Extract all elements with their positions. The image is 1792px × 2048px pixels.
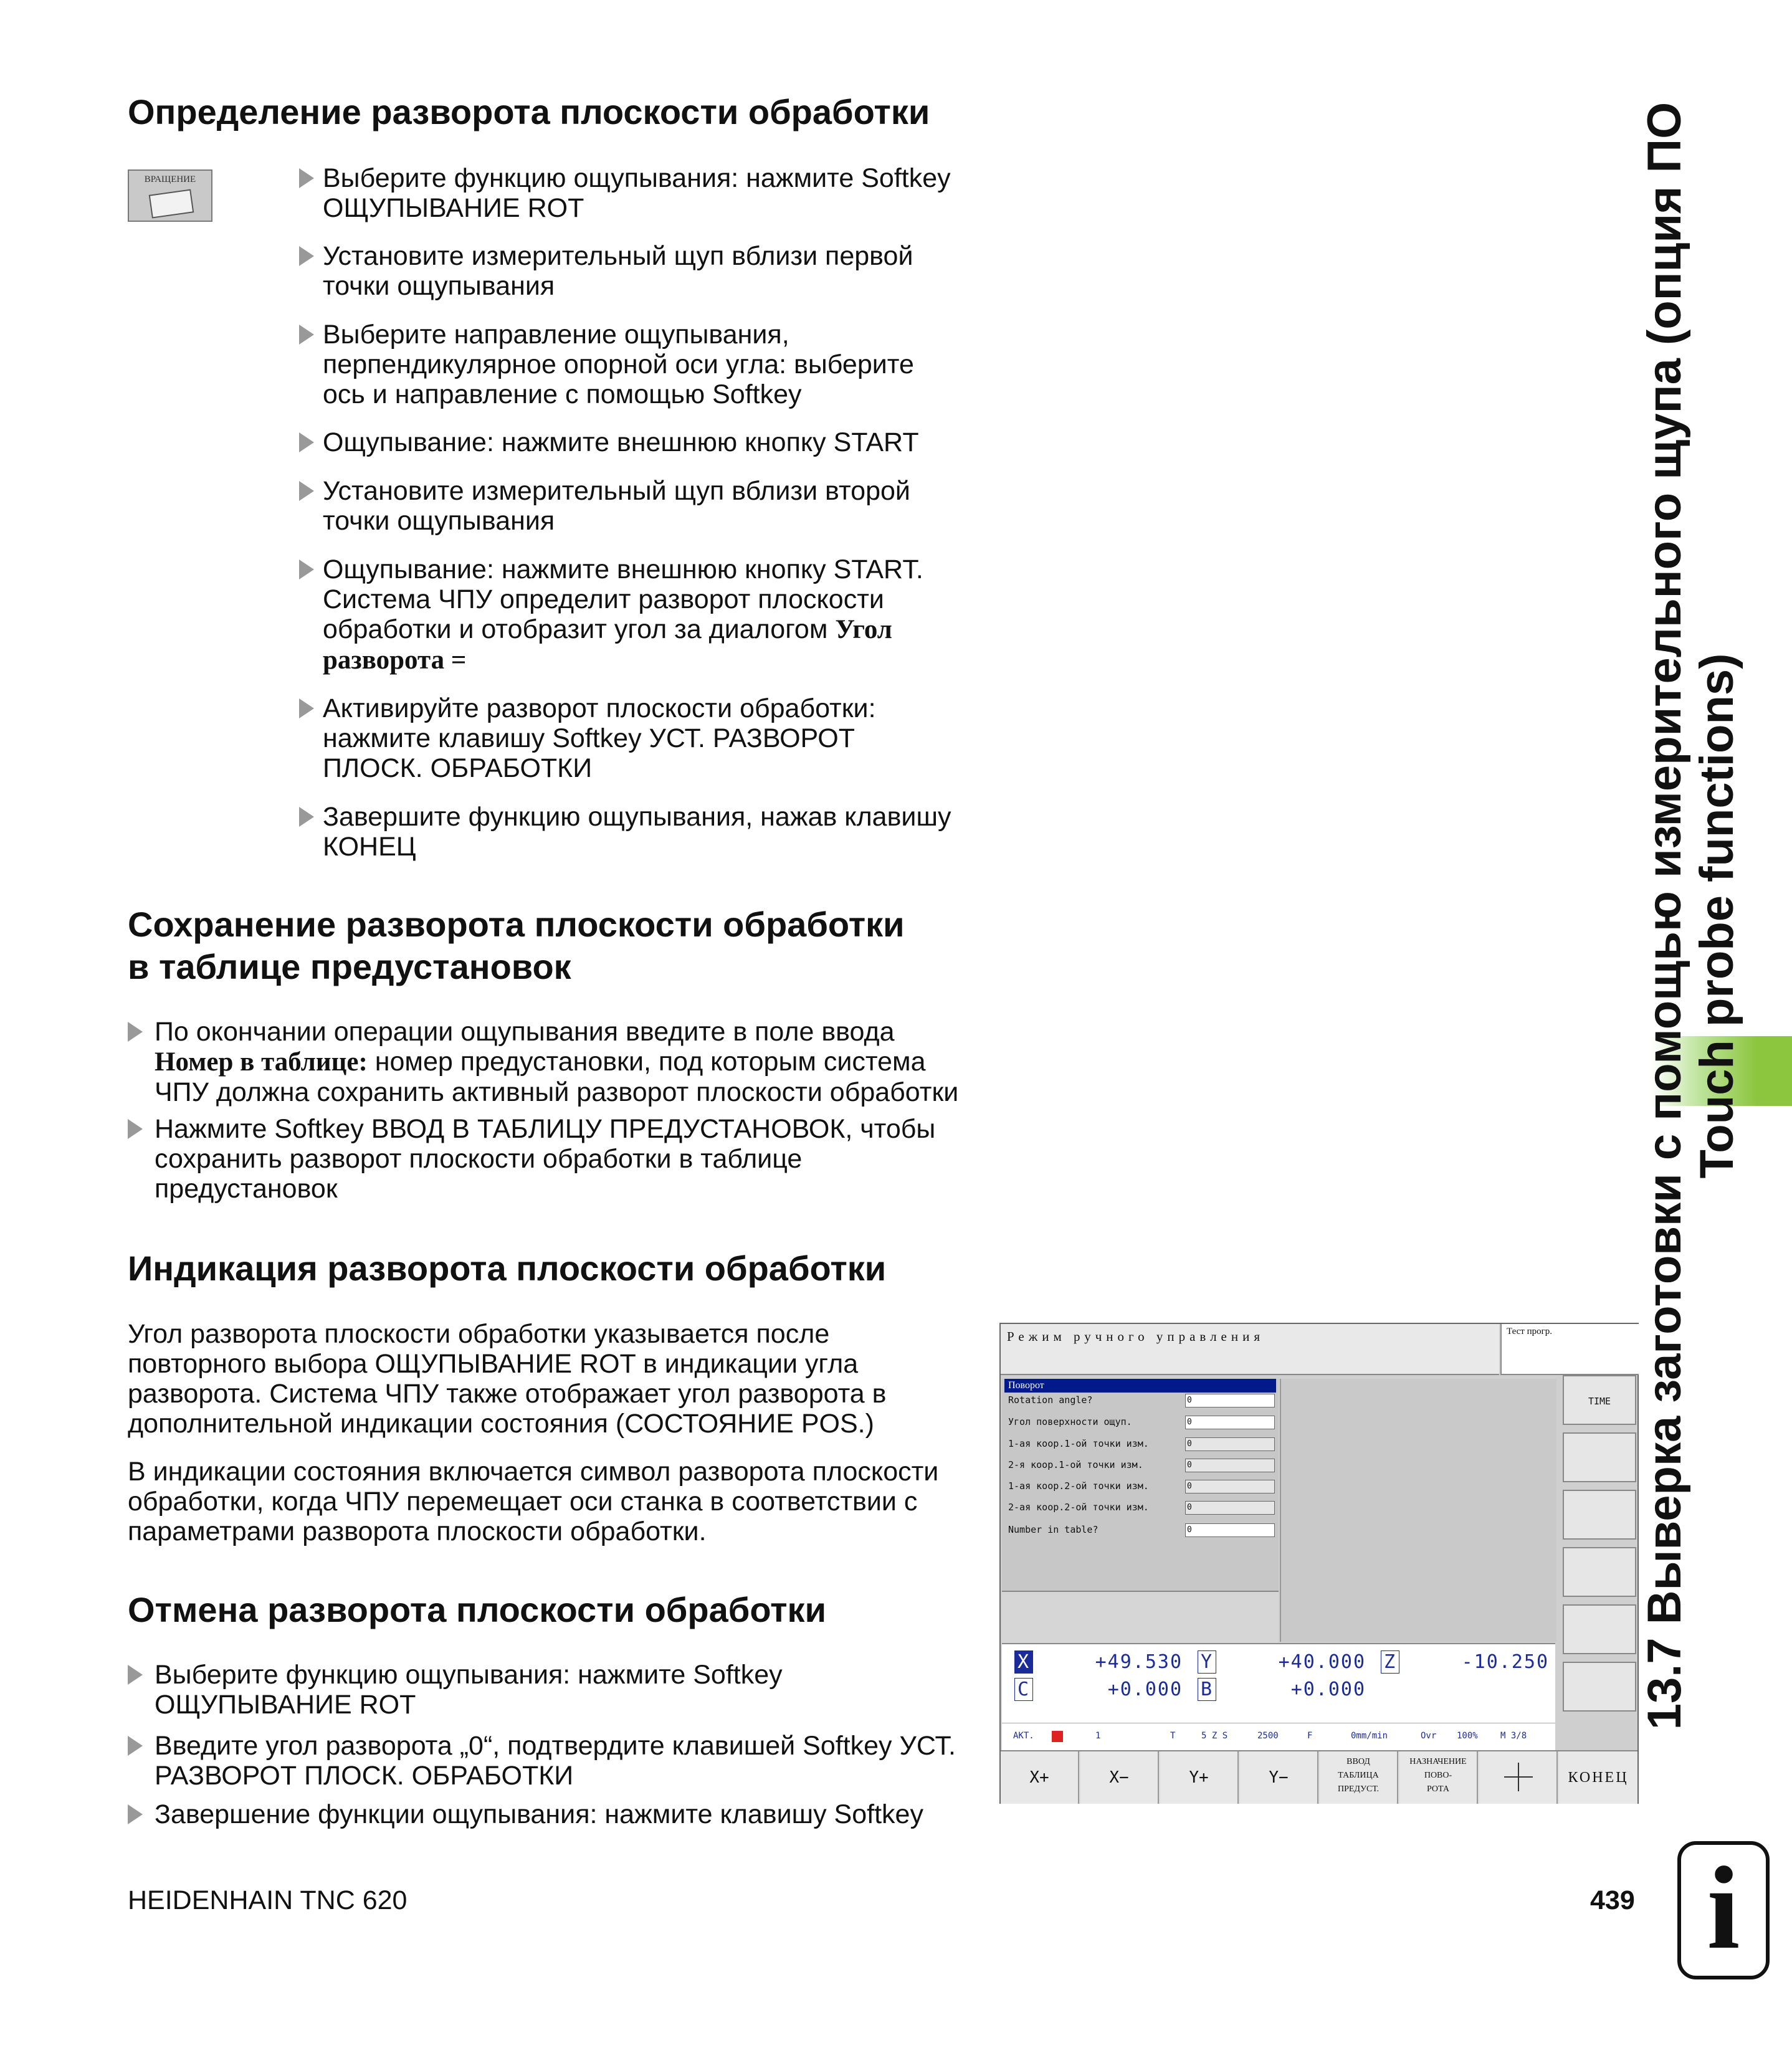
surface-angle-field[interactable]: 0 xyxy=(1185,1416,1275,1429)
tnc-screenshot xyxy=(999,1323,1639,1804)
step-6 xyxy=(299,555,972,675)
step-text: Ощупывание: нажмите внешнюю кнопку START. xyxy=(323,555,923,584)
step-text: перпендикулярное опорной оси угла: выберите xyxy=(323,350,914,379)
heading-save-rotation xyxy=(128,903,905,988)
mode-display: Режим ручного управления xyxy=(1001,1324,1499,1375)
indication-paragraph-2 xyxy=(128,1457,938,1546)
form-title: Поворот xyxy=(1004,1379,1276,1393)
dialog-name: разворота = xyxy=(323,645,467,675)
status-t: T xyxy=(1170,1731,1176,1741)
step-7 xyxy=(299,693,972,783)
step-text: Завершите функцию ощупывания, нажав клавишу xyxy=(323,802,951,832)
info-icon xyxy=(1677,1841,1770,1979)
step-3 xyxy=(299,320,972,409)
bullet-text: ОЩУПЫВАНИЕ ROT xyxy=(155,1690,416,1720)
arrow-bullet-icon xyxy=(299,807,314,827)
side-softkey[interactable] xyxy=(1563,1432,1636,1482)
paragraph-line: параметрами разворота плоскости обработки. xyxy=(128,1517,707,1546)
y-minus-softkey[interactable]: Y− xyxy=(1240,1751,1318,1804)
step-text: ПЛОСК. ОБРАБОТКИ xyxy=(323,753,593,783)
side-softkey[interactable] xyxy=(1563,1490,1636,1540)
heading-cancel: Отмена разворота плоскости обработки xyxy=(128,1590,827,1629)
heading-define-rotation: Определение разворота плоскости обработки xyxy=(128,92,930,131)
form-row xyxy=(1008,1456,1280,1476)
dialog-name: Угол xyxy=(835,615,892,644)
axis-c xyxy=(1014,1678,1183,1701)
arrow-bullet-icon xyxy=(299,432,314,452)
page-number: 439 xyxy=(1590,1885,1635,1915)
softkey-line: ТАБЛИЦА xyxy=(1338,1771,1379,1780)
bullet-text: Нажмите Softkey ВВОД В ТАБЛИЦУ ПРЕДУСТАНОВОК, чтобы xyxy=(155,1114,936,1144)
field-name: Номер в таблице: xyxy=(155,1047,368,1077)
status-speed: 2500 xyxy=(1257,1731,1279,1741)
arrow-bullet-icon xyxy=(128,1022,143,1042)
status-m: M 3/8 xyxy=(1500,1731,1527,1741)
coord-field[interactable]: 0 xyxy=(1185,1437,1275,1451)
step-text: точки ощупывания xyxy=(323,506,555,536)
bullet-text: предустановок xyxy=(155,1174,338,1204)
arrow-bullet-icon xyxy=(299,325,314,345)
step-text: обработки и отобразит угол за диалогом xyxy=(323,614,828,644)
axis-label: B xyxy=(1198,1678,1216,1701)
paragraph-line: дополнительной индикации состояния (СОСТОЯНИЕ POS.) xyxy=(128,1409,874,1439)
step-1 xyxy=(299,163,972,223)
axis-label: Z xyxy=(1381,1650,1399,1674)
step-4 xyxy=(299,427,972,457)
row-label: Угол поверхности ощуп. xyxy=(1008,1416,1132,1427)
axis-y xyxy=(1198,1650,1366,1674)
paragraph-line: обработки, когда ЧПУ перемещает оси станка в соответствии с xyxy=(128,1487,918,1517)
indication-paragraph-1 xyxy=(128,1319,887,1439)
bullet-text: Завершение функции ощупывания: нажмите клавишу Softkey xyxy=(155,1799,923,1829)
crosshair-softkey[interactable] xyxy=(1479,1751,1558,1804)
step-text: Система ЧПУ определит разворот плоскости xyxy=(323,584,884,614)
status-indicator-icon xyxy=(1052,1731,1063,1742)
status-bar xyxy=(1002,1723,1555,1751)
side-softkey[interactable] xyxy=(1563,1604,1636,1654)
step-text: Выберите функцию ощупывания: нажмите Softkey xyxy=(323,163,951,193)
heading-line: Сохранение разворота плоскости обработки xyxy=(128,905,905,944)
side-softkey[interactable] xyxy=(1563,1662,1636,1712)
bullet-text: ЧПУ должна сохранить активный разворот плоскости обработки xyxy=(155,1077,959,1107)
step-2 xyxy=(299,241,972,301)
form-blank-area xyxy=(1002,1591,1279,1643)
x-plus-softkey[interactable]: X+ xyxy=(1001,1751,1079,1804)
softkey-row xyxy=(1001,1750,1637,1804)
form-row xyxy=(1008,1391,1280,1411)
row-label: Rotation angle? xyxy=(1008,1394,1093,1406)
axis-value: +49.530 xyxy=(1095,1651,1183,1673)
side-title-line: 13.7 Выверка заготовки с помощью измерительного щупа (опция ПО xyxy=(1638,102,1691,1730)
form-row xyxy=(1008,1498,1280,1518)
side-softkey[interactable] xyxy=(1563,1547,1636,1597)
heading-line: в таблице предустановок xyxy=(128,947,571,986)
row-label: 1-ая коор.2-ой точки изм. xyxy=(1008,1480,1149,1492)
axis-label: X xyxy=(1014,1650,1033,1674)
chapter-side-title xyxy=(1639,75,1792,1757)
arrow-bullet-icon xyxy=(128,1804,143,1824)
status-f: F xyxy=(1307,1731,1313,1741)
axis-value: +0.000 xyxy=(1290,1679,1366,1700)
arrow-bullet-icon xyxy=(128,1665,143,1685)
step-text: Установите измерительный щуп вблизи второй xyxy=(323,476,910,506)
save-bullet-2 xyxy=(128,1114,975,1204)
plate-glyph xyxy=(149,189,194,218)
table-number-field[interactable]: 0 xyxy=(1185,1523,1275,1537)
preset-table-softkey[interactable] xyxy=(1320,1751,1398,1804)
paragraph-line: разворота. Система ЧПУ также отображает угол разворота в xyxy=(128,1379,887,1409)
coord-field[interactable]: 0 xyxy=(1185,1501,1275,1515)
step-text: Ощупывание: нажмите внешнюю кнопку START xyxy=(323,427,919,457)
paragraph-line: В индикации состояния включается символ разворота плоскости xyxy=(128,1457,939,1487)
position-display xyxy=(1002,1643,1555,1724)
x-minus-softkey[interactable]: X− xyxy=(1080,1751,1159,1804)
row-label: 2-я коор.1-ой точки изм. xyxy=(1008,1459,1143,1470)
arrow-bullet-icon xyxy=(128,1736,143,1756)
step-text: ось и направление с помощью Softkey xyxy=(323,379,802,409)
row-label: Number in table? xyxy=(1008,1524,1099,1535)
cancel-bullet-3 xyxy=(128,1799,975,1829)
crosshair-icon-vertical xyxy=(1518,1763,1519,1791)
form-row xyxy=(1008,1413,1280,1433)
softkey-label: ВРАЩЕНИЕ xyxy=(144,174,196,184)
cancel-bullet-1 xyxy=(128,1660,975,1720)
save-bullet-1 xyxy=(128,1017,975,1107)
rotation-form xyxy=(1002,1379,1279,1591)
info-glyph: i xyxy=(1707,1843,1740,1974)
y-plus-softkey[interactable]: Y+ xyxy=(1160,1751,1239,1804)
footer-manual-name: HEIDENHAIN TNC 620 xyxy=(128,1885,407,1915)
axis-value: -10.250 xyxy=(1461,1651,1550,1673)
step-text: Выберите направление ощупывания, xyxy=(323,320,789,350)
axis-value: +0.000 xyxy=(1107,1679,1183,1700)
coord-field[interactable]: 0 xyxy=(1185,1459,1275,1472)
status-ovr: Ovr xyxy=(1421,1731,1437,1741)
step-text: ОЩУПЫВАНИЕ ROT xyxy=(323,193,584,223)
row-label: 1-ая коор.1-ой точки изм. xyxy=(1008,1438,1149,1449)
axis-value: +40.000 xyxy=(1278,1651,1366,1673)
status-tool-num: 1 xyxy=(1095,1731,1101,1741)
step-5 xyxy=(299,476,972,536)
axis-b xyxy=(1198,1678,1366,1701)
set-rotation-softkey[interactable] xyxy=(1399,1751,1478,1804)
probe-rotation-softkey-icon xyxy=(128,169,212,222)
paragraph-line: повторного выбора ОЩУПЫВАНИЕ ROT в индикации угла xyxy=(128,1349,859,1379)
status-s: 5 Z S xyxy=(1201,1731,1228,1741)
softkey-line: НАЗНАЧЕНИЕ xyxy=(1409,1757,1467,1766)
form-row xyxy=(1008,1435,1280,1455)
axis-label: Y xyxy=(1198,1650,1216,1674)
step-text: КОНЕЦ xyxy=(323,832,416,862)
form-row xyxy=(1008,1477,1280,1497)
axis-x xyxy=(1014,1650,1183,1674)
axis-label: C xyxy=(1014,1678,1033,1701)
step-8 xyxy=(299,802,972,862)
end-softkey[interactable]: КОНЕЦ xyxy=(1559,1751,1637,1804)
form-row xyxy=(1008,1521,1280,1541)
bullet-text: Введите угол разворота „0“, подтвердите клавишей Softkey УСТ. xyxy=(155,1731,956,1761)
step-text: точки ощупывания xyxy=(323,271,555,301)
bullet-text: РАЗВОРОТ ПЛОСК. ОБРАБОТКИ xyxy=(155,1761,574,1791)
program-mode-display: Тест прогр. xyxy=(1500,1324,1639,1375)
bullet-text: сохранить разворот плоскости обработки в таблице xyxy=(155,1144,803,1174)
arrow-bullet-icon xyxy=(299,246,314,266)
arrow-bullet-icon xyxy=(299,481,314,501)
step-text: Активируйте разворот плоскости обработки: xyxy=(323,693,876,723)
paragraph-line: Угол разворота плоскости обработки указывается после xyxy=(128,1319,830,1349)
bullet-text: По окончании операции ощупывания введите в поле ввода xyxy=(155,1017,895,1047)
arrow-bullet-icon xyxy=(128,1119,143,1139)
step-text: нажмите клавишу Softkey УСТ. РАЗВОРОТ xyxy=(323,723,855,753)
step-text: Установите измерительный щуп вблизи первой xyxy=(323,241,913,271)
status-feed: 0mm/min xyxy=(1351,1731,1388,1741)
status-ovr-value: 100% xyxy=(1457,1731,1478,1741)
cancel-bullet-2 xyxy=(128,1731,975,1791)
side-title-line: Touch probe functions) xyxy=(1690,653,1743,1179)
softkey-line: ПРЕДУСТ. xyxy=(1337,1784,1380,1794)
softkey-line: РОТА xyxy=(1426,1784,1450,1794)
vertical-softkey-bar xyxy=(1556,1375,1639,1749)
heading-indication: Индикация разворота плоскости обработки xyxy=(128,1249,887,1288)
arrow-bullet-icon xyxy=(299,168,314,188)
status-akt: АКТ. xyxy=(1013,1731,1034,1741)
axis-z xyxy=(1381,1650,1549,1674)
graphics-area xyxy=(1280,1379,1556,1642)
softkey-line: ПОВО- xyxy=(1424,1771,1452,1780)
arrow-bullet-icon xyxy=(299,560,314,579)
softkey-line: ВВОД xyxy=(1346,1757,1370,1766)
rotation-angle-field[interactable]: 0 xyxy=(1185,1394,1275,1407)
time-softkey[interactable]: TIME xyxy=(1563,1375,1636,1425)
bullet-text: Выберите функцию ощупывания: нажмите Softkey xyxy=(155,1660,783,1690)
bullet-text: номер предустановки, под которым система xyxy=(367,1047,926,1077)
arrow-bullet-icon xyxy=(299,698,314,718)
coord-field[interactable]: 0 xyxy=(1185,1480,1275,1493)
row-label: 2-ая коор.2-ой точки изм. xyxy=(1008,1502,1149,1513)
